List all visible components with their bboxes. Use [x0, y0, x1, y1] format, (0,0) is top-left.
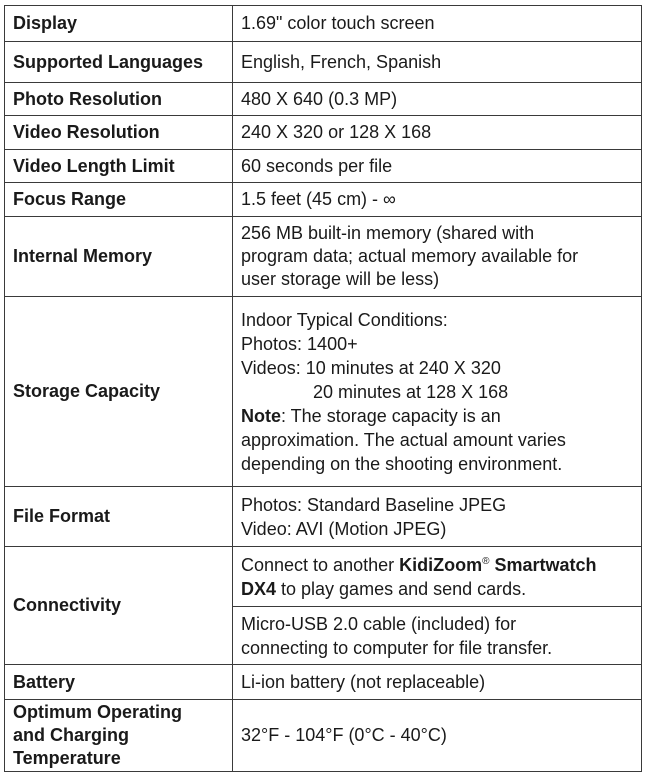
- spec-row-storage-capacity: [5, 297, 642, 487]
- value-line: Micro-USB 2.0 cable (included) for: [241, 613, 517, 634]
- spec-row-temperature: [5, 700, 642, 772]
- value-line: Photos: Standard Baseline JPEG: [241, 494, 507, 515]
- spec-label: Supported Languages: [5, 42, 233, 83]
- spec-label: Display: [5, 6, 233, 42]
- spec-value: 60 seconds per file: [233, 150, 642, 183]
- spec-value: English, French, Spanish: [233, 42, 642, 83]
- spec-row-file-format: [5, 487, 642, 547]
- value-line: Indoor Typical Conditions:: [241, 309, 448, 330]
- value-line: user storage will be less): [241, 269, 440, 289]
- spec-row-internal-memory: [5, 217, 642, 297]
- brand-name: Smartwatch: [489, 554, 597, 575]
- text-run: to play games and send cards.: [276, 578, 527, 599]
- value-line: [241, 553, 634, 577]
- spec-value: 32°F - 104°F (0°C - 40°C): [233, 700, 642, 772]
- brand-name: KidiZoom: [399, 554, 483, 575]
- spec-row-video-length: [5, 150, 642, 183]
- label-line: Temperature: [13, 748, 121, 768]
- value-line: depending on the shooting environment.: [241, 453, 563, 474]
- value-line: Videos: 10 minutes at 240 X 320: [241, 357, 501, 378]
- spec-value: 240 X 320 or 128 X 168: [233, 116, 642, 150]
- spec-value: [233, 217, 642, 297]
- registered-mark: ®: [482, 555, 490, 567]
- value-line: program data; actual memory available for: [241, 246, 579, 266]
- spec-row-battery: [5, 665, 642, 700]
- label-line: Optimum Operating: [13, 702, 183, 722]
- label-line: and Charging: [13, 725, 129, 745]
- value-line: 20 minutes at 128 X 168: [313, 381, 509, 402]
- spec-label: Connectivity: [5, 547, 233, 665]
- spec-label: Storage Capacity: [5, 297, 233, 487]
- spec-value: [233, 297, 642, 487]
- spec-label: Focus Range: [5, 183, 233, 217]
- spec-value: [233, 547, 642, 607]
- note-label: Note: [241, 405, 281, 426]
- text-run: Connect to another: [241, 554, 400, 575]
- spec-value: 480 X 640 (0.3 MP): [233, 83, 642, 116]
- spec-row-display: [5, 6, 642, 42]
- note-line: [241, 404, 634, 428]
- spec-value: 1.5 feet (45 cm) - ∞: [233, 183, 642, 217]
- spec-value: Li-ion battery (not replaceable): [233, 665, 642, 700]
- spec-value: 1.69" color touch screen: [233, 6, 642, 42]
- spec-row-languages: [5, 42, 642, 83]
- model-name: DX4: [241, 578, 277, 599]
- spec-label: Video Length Limit: [5, 150, 233, 183]
- value-line: Photos: 1400+: [241, 333, 358, 354]
- spec-label: Photo Resolution: [5, 83, 233, 116]
- spec-value: [233, 487, 642, 547]
- specifications-table: [4, 5, 642, 772]
- value-line: approximation. The actual amount varies: [241, 429, 566, 450]
- value-line: Video: AVI (Motion JPEG): [241, 518, 447, 539]
- spec-label: Battery: [5, 665, 233, 700]
- spec-row-focus-range: [5, 183, 642, 217]
- value-line: connecting to computer for file transfer.: [241, 637, 553, 658]
- spec-value: [233, 607, 642, 665]
- spec-label: Video Resolution: [5, 116, 233, 150]
- value-line: [241, 577, 634, 601]
- note-text: : The storage capacity is an: [281, 405, 501, 426]
- spec-row-video-resolution: [5, 116, 642, 150]
- spec-label: Internal Memory: [5, 217, 233, 297]
- spec-label: [5, 700, 233, 772]
- spec-label: File Format: [5, 487, 233, 547]
- spec-row-photo-resolution: [5, 83, 642, 116]
- spec-row-connectivity-a: [5, 547, 642, 607]
- value-line: 256 MB built-in memory (shared with: [241, 223, 535, 243]
